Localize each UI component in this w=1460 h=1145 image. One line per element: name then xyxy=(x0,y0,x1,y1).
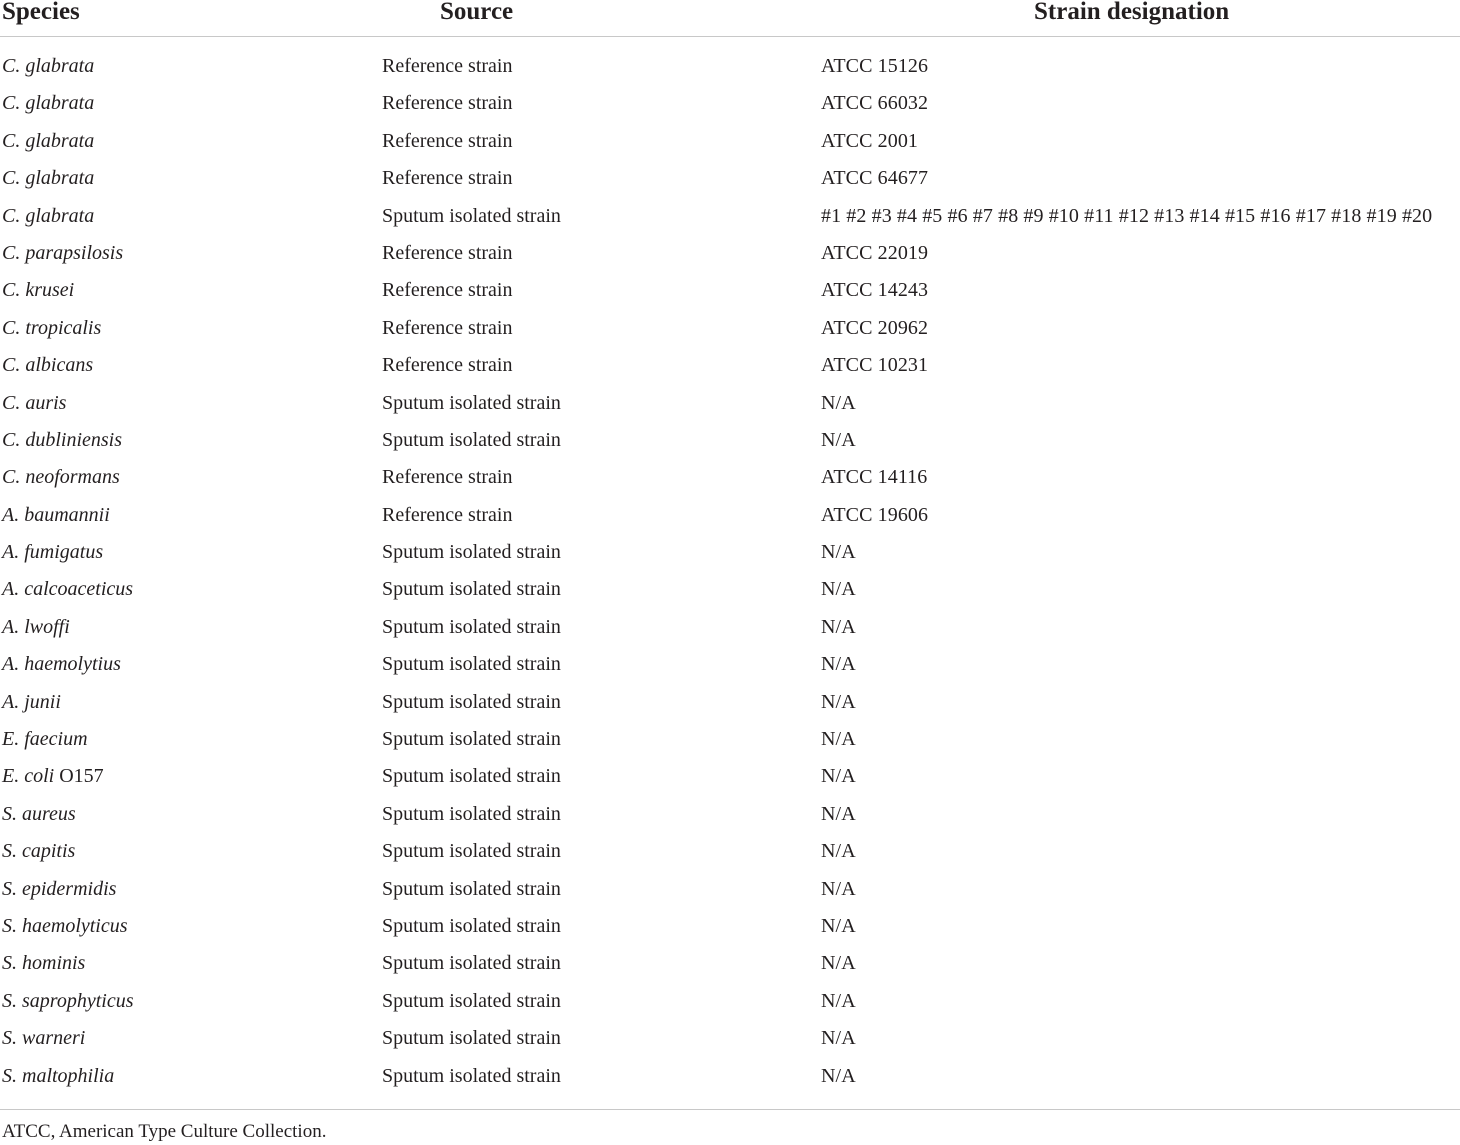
source-cell: Reference strain xyxy=(382,316,513,339)
species-name: C. glabrata xyxy=(2,55,95,77)
strain-designation-cell: N/A xyxy=(821,391,856,414)
table-row xyxy=(0,123,1460,160)
species-name: S. saprophyticus xyxy=(2,989,134,1012)
table-row xyxy=(0,1058,1460,1095)
strain-designation-cell: ATCC 14116 xyxy=(821,466,928,489)
strain-designation-cell: N/A xyxy=(821,690,856,713)
species-name: S. capitis xyxy=(2,840,76,863)
species-cell xyxy=(2,646,121,683)
source-cell: Sputum isolated strain xyxy=(382,615,561,638)
species-name: A. fumigatus xyxy=(2,541,104,564)
source-cell: Sputum isolated strain xyxy=(382,989,561,1012)
species-cell xyxy=(2,48,94,85)
species-cell xyxy=(2,571,133,608)
species-name: A. junii xyxy=(2,690,61,713)
species-name: A. haemolytius xyxy=(2,653,121,676)
species-cell xyxy=(2,422,122,459)
species-name: A. baumannii xyxy=(2,503,110,526)
source-cell: Reference strain xyxy=(382,92,513,115)
species-cell xyxy=(2,908,128,945)
source-cell: Sputum isolated strain xyxy=(382,204,561,227)
source-cell: Sputum isolated strain xyxy=(382,914,561,937)
header-strain-designation: Strain designation xyxy=(1034,0,1230,25)
strain-designation-cell: ATCC 19606 xyxy=(821,503,929,526)
strain-designation-cell: N/A xyxy=(821,989,856,1012)
strain-designation-cell: N/A xyxy=(821,840,856,863)
table-row xyxy=(0,609,1460,646)
strain-designation-cell: #1 #2 #3 #4 #5 #6 #7 #8 #9 #10 #11 #12 #13 #14 #15 #16 #17 #18 #19 #20 xyxy=(821,204,1433,227)
species-cell xyxy=(2,684,61,721)
source-cell: Sputum isolated strain xyxy=(382,428,561,451)
species-name: S. aureus xyxy=(2,802,76,825)
strain-designation-cell: N/A xyxy=(821,653,856,676)
species-cell xyxy=(2,796,76,833)
header-species: Species xyxy=(2,0,80,25)
source-cell: Reference strain xyxy=(382,279,513,302)
table-bottom-rule xyxy=(0,1109,1460,1110)
species-name: C. glabrata xyxy=(2,92,95,115)
species-name: S. epidermidis xyxy=(2,877,117,900)
table-row xyxy=(0,908,1460,945)
table-row xyxy=(0,796,1460,833)
species-cell xyxy=(2,497,110,534)
strain-designation-cell: N/A xyxy=(821,615,856,638)
table-row xyxy=(0,310,1460,347)
source-cell: Sputum isolated strain xyxy=(382,877,561,900)
strain-designation-cell: ATCC 15126 xyxy=(821,55,929,77)
source-cell: Sputum isolated strain xyxy=(382,802,561,825)
source-cell: Sputum isolated strain xyxy=(382,541,561,564)
species-cell xyxy=(2,160,94,197)
species-cell xyxy=(2,459,120,496)
species-cell xyxy=(2,983,133,1020)
species-name: C. glabrata xyxy=(2,129,95,152)
species-name: C. krusei xyxy=(2,279,75,302)
species-name: S. hominis xyxy=(2,952,86,975)
species-name: S. warneri xyxy=(2,1027,86,1050)
source-cell: Sputum isolated strain xyxy=(382,952,561,975)
table-row xyxy=(0,646,1460,683)
source-cell: Reference strain xyxy=(382,241,513,264)
table-footnote: ATCC, American Type Culture Collection. xyxy=(2,1121,327,1142)
table-row xyxy=(0,758,1460,795)
species-cell xyxy=(2,310,101,347)
species-cell xyxy=(2,235,123,272)
species-cell xyxy=(2,123,94,160)
strain-designation-cell: ATCC 22019 xyxy=(821,241,929,264)
source-cell: Sputum isolated strain xyxy=(382,578,561,601)
table-row xyxy=(0,347,1460,384)
species-name: C. neoformans xyxy=(2,466,120,489)
strain-designation-cell: ATCC 64677 xyxy=(821,167,929,190)
table-row xyxy=(0,497,1460,534)
species-cell xyxy=(2,833,75,870)
table-row xyxy=(0,459,1460,496)
source-cell: Sputum isolated strain xyxy=(382,728,561,751)
species-name: S. haemolyticus xyxy=(2,914,128,937)
source-cell: Sputum isolated strain xyxy=(382,765,561,788)
table-row xyxy=(0,721,1460,758)
species-cell xyxy=(2,1058,114,1095)
source-cell: Sputum isolated strain xyxy=(382,653,561,676)
species-name: C. parapsilosis xyxy=(2,241,124,264)
strain-designation-cell: ATCC 66032 xyxy=(821,92,929,115)
species-cell xyxy=(2,85,94,122)
species-cell xyxy=(2,1020,85,1057)
strain-designation-cell: N/A xyxy=(821,802,856,825)
source-cell: Sputum isolated strain xyxy=(382,391,561,414)
table-row xyxy=(0,945,1460,982)
source-cell: Sputum isolated strain xyxy=(382,1027,561,1050)
source-cell: Reference strain xyxy=(382,466,513,489)
table-row xyxy=(0,160,1460,197)
source-cell: Reference strain xyxy=(382,167,513,190)
species-name: S. maltophilia xyxy=(2,1064,115,1087)
species-cell xyxy=(2,871,116,908)
strain-designation-cell: ATCC 10231 xyxy=(821,354,929,377)
species-cell xyxy=(2,945,85,982)
table-header xyxy=(0,0,1460,37)
strain-designation-cell: N/A xyxy=(821,877,856,900)
header-source: Source xyxy=(440,0,514,25)
species-name: C. dubliniensis xyxy=(2,428,123,451)
species-serotype: O157 xyxy=(54,765,104,788)
species-cell xyxy=(2,272,74,309)
species-cell xyxy=(2,721,88,758)
table-row xyxy=(0,48,1460,85)
table-row xyxy=(0,871,1460,908)
table-row xyxy=(0,1020,1460,1057)
table-row xyxy=(0,833,1460,870)
species-name: A. calcoaceticus xyxy=(2,578,134,601)
species-name: C. glabrata xyxy=(2,204,95,227)
species-cell xyxy=(2,198,94,235)
source-cell: Reference strain xyxy=(382,55,513,77)
strain-designation-cell: ATCC 2001 xyxy=(821,129,919,152)
strain-designation-cell: N/A xyxy=(821,541,856,564)
species-name: C. tropicalis xyxy=(2,316,102,339)
species-cell xyxy=(2,385,66,422)
strain-designation-cell: N/A xyxy=(821,914,856,937)
table-body xyxy=(0,48,1460,1095)
strain-designation-cell: ATCC 14243 xyxy=(821,279,929,302)
source-cell: Reference strain xyxy=(382,503,513,526)
table-row xyxy=(0,85,1460,122)
strain-designation-cell: N/A xyxy=(821,428,856,451)
table-row xyxy=(0,235,1460,272)
species-name: A. lwoffi xyxy=(2,615,70,638)
species-cell xyxy=(2,758,104,795)
source-cell: Reference strain xyxy=(382,129,513,152)
species-name: C. glabrata xyxy=(2,167,95,190)
source-cell: Reference strain xyxy=(382,354,513,377)
table-row xyxy=(0,684,1460,721)
strain-designation-cell: N/A xyxy=(821,952,856,975)
strain-designation-cell: N/A xyxy=(821,765,856,788)
species-cell xyxy=(2,534,103,571)
strain-designation-cell: N/A xyxy=(821,1064,856,1087)
table-row xyxy=(0,272,1460,309)
strain-designation-cell: N/A xyxy=(821,578,856,601)
species-name: E. faecium xyxy=(2,728,88,751)
table-row xyxy=(0,198,1460,235)
species-cell xyxy=(2,609,70,646)
source-cell: Sputum isolated strain xyxy=(382,690,561,713)
strain-designation-cell: N/A xyxy=(821,728,856,751)
table-row xyxy=(0,534,1460,571)
species-cell xyxy=(2,347,93,384)
strain-designation-cell: ATCC 20962 xyxy=(821,316,929,339)
source-cell: Sputum isolated strain xyxy=(382,840,561,863)
table-row xyxy=(0,983,1460,1020)
species-name: E. coli xyxy=(2,765,55,788)
strain-designation-cell: N/A xyxy=(821,1027,856,1050)
table-row xyxy=(0,385,1460,422)
species-name: C. auris xyxy=(2,391,67,414)
species-name: C. albicans xyxy=(2,354,94,377)
table-row xyxy=(0,422,1460,459)
source-cell: Sputum isolated strain xyxy=(382,1064,561,1087)
table-row xyxy=(0,571,1460,608)
